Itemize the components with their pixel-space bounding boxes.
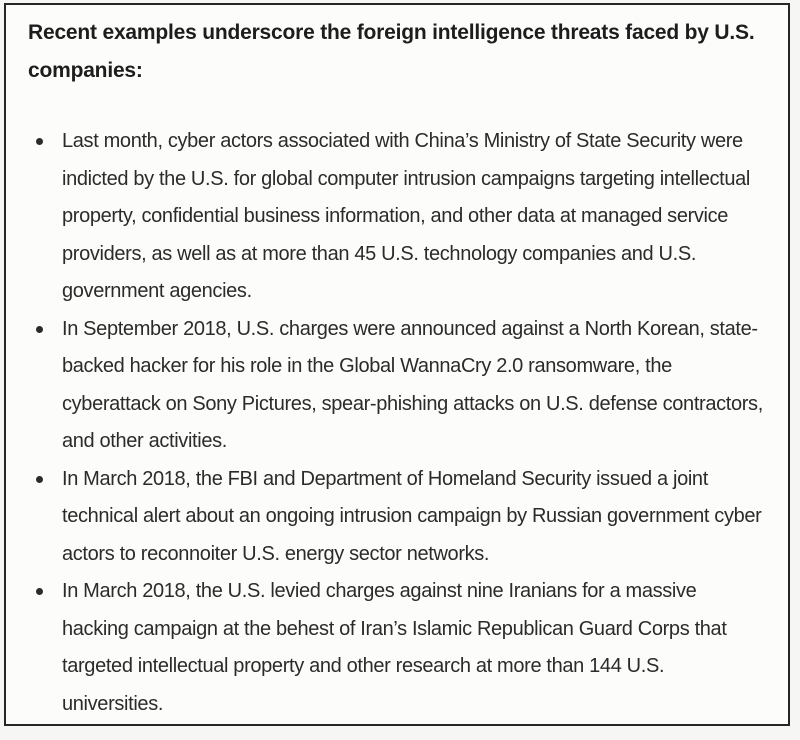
- bullet-icon: [36, 588, 43, 595]
- heading: Recent examples underscore the foreign intelligence threats faced by U.S. companies:: [28, 21, 755, 82]
- list-item: [6, 123, 786, 311]
- bullet-list: [6, 123, 786, 723]
- document-frame: [4, 3, 790, 726]
- list-item: [6, 573, 786, 723]
- list-item-text: In March 2018, the FBI and Department of Homeland Security issued a joint technical alert about an ongoing intrusion campaign by Russian government cyber actors to reconnoiter U.S. energy sector networks.: [62, 467, 762, 565]
- list-item-text: In September 2018, U.S. charges were announced against a North Korean, state-backed hacker for his role in the Global WannaCry 2.0 ransomware, the cyberattack on Sony Pictures, spear-phishing attacks on U.S. defense contractors, and other activities.: [62, 317, 763, 452]
- list-item-text: Last month, cyber actors associated with China’s Ministry of State Security were indicted by the U.S. for global computer intrusion campaigns targeting intellectual property, confidential business information, and other data at managed service providers, as well as at more than 45 U.S. technology companies and U.S. government agencies.: [62, 130, 751, 302]
- list-item: [6, 311, 786, 461]
- bullet-icon: [36, 138, 43, 145]
- list-item: [6, 461, 786, 574]
- list-item-text: In March 2018, the U.S. levied charges against nine Iranians for a massive hacking campaign at the behest of Iran’s Islamic Republican Guard Corps that targeted intellectual property and other research at more than 144 U.S. universities.: [62, 580, 727, 715]
- bullet-icon: [36, 476, 43, 483]
- bullet-icon: [36, 326, 43, 333]
